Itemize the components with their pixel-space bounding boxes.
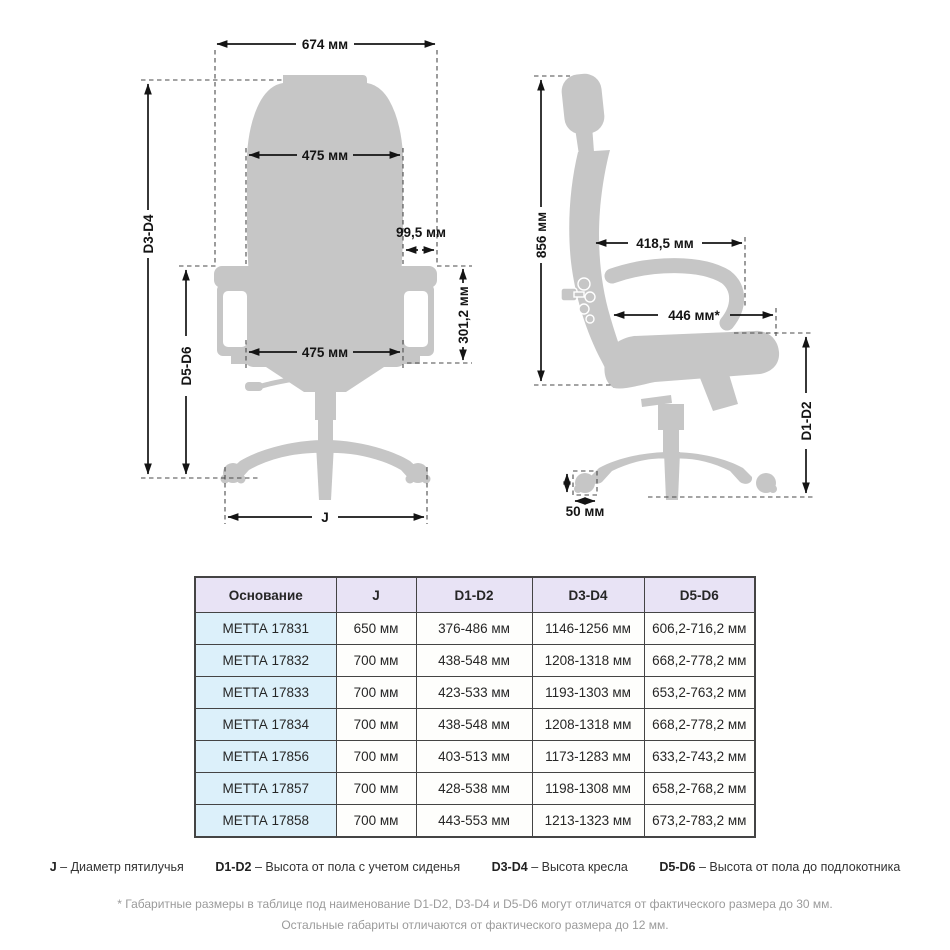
legend-item-d3-d4 bbox=[492, 860, 628, 874]
base-arm-side-right bbox=[671, 452, 752, 484]
gas-lift-side-upper bbox=[658, 404, 684, 430]
dimension-value-cell: 700 мм bbox=[336, 645, 416, 677]
dimension-value-cell: 1213-1323 мм bbox=[532, 805, 644, 838]
model-name-cell: МЕТТА 17832 bbox=[195, 645, 336, 677]
column-header-d5-d6: D5-D6 bbox=[644, 577, 755, 613]
dim-label-overall-width: 674 мм bbox=[301, 37, 349, 52]
legend-item-d1-d2 bbox=[215, 860, 460, 874]
dim-label-armrest-zone-height: 301,2 мм bbox=[456, 286, 471, 344]
dim-label-backrest-offset: 99,5 мм bbox=[396, 225, 446, 240]
dim-label-seat-depth: 446 мм* bbox=[668, 308, 720, 323]
dimension-value-cell: 606,2-716,2 мм bbox=[644, 613, 755, 645]
footnote-line1: * Габаритные размеры в таблице под наименование D1-D2, D3-D4 и D5-D6 могут отличатся от фактического размера до 30 мм. bbox=[117, 897, 833, 911]
column-header-j: J bbox=[336, 577, 416, 613]
legend-desc: – Высота от пола с учетом сиденья bbox=[254, 860, 461, 874]
caster-side-front-wheel bbox=[574, 485, 582, 493]
dimension-value-cell: 668,2-778,2 мм bbox=[644, 709, 755, 741]
legend-item-j bbox=[50, 860, 184, 874]
legend bbox=[0, 860, 950, 874]
dimension-value-cell: 403-513 мм bbox=[416, 741, 532, 773]
dimension-value-cell: 650 мм bbox=[336, 613, 416, 645]
caster-side-rear-wheel bbox=[769, 485, 777, 493]
dimension-value-cell: 653,2-763,2 мм bbox=[644, 677, 755, 709]
dimension-value-cell: 673,2-783,2 мм bbox=[644, 805, 755, 838]
dimension-value-cell: 633,2-743,2 мм bbox=[644, 741, 755, 773]
dimension-value-cell: 668,2-778,2 мм bbox=[644, 645, 755, 677]
seat-mechanism-wedge bbox=[700, 371, 738, 411]
dimension-value-cell: 658,2-768,2 мм bbox=[644, 773, 755, 805]
dim-label-floor-to-armrest: D5-D6 bbox=[179, 346, 194, 386]
table-row bbox=[195, 773, 755, 805]
legend-term: D1-D2 bbox=[215, 860, 252, 874]
dimension-value-cell: 1173-1283 мм bbox=[532, 741, 644, 773]
legend-term: D5-D6 bbox=[659, 860, 696, 874]
legend-desc: – Диаметр пятилучья bbox=[60, 860, 184, 874]
dimension-value-cell: 1208-1318 мм bbox=[532, 709, 644, 741]
adjustment-mechanism bbox=[561, 278, 595, 323]
gas-lift-side-lower bbox=[663, 428, 679, 454]
legend-term: J bbox=[49, 860, 57, 874]
dim-label-chair-height: D3-D4 bbox=[141, 214, 156, 254]
lever-paddle bbox=[245, 382, 263, 391]
model-name-cell: МЕТТА 17834 bbox=[195, 709, 336, 741]
dimension-value-cell: 700 мм bbox=[336, 677, 416, 709]
gas-lift-upper bbox=[315, 390, 336, 420]
model-name-cell: МЕТТА 17831 bbox=[195, 613, 336, 645]
footnote-line2: Остальные габариты отличаются от фактического размера до 12 мм. bbox=[281, 918, 669, 932]
model-name-cell: МЕТТА 17833 bbox=[195, 677, 336, 709]
dimension-value-cell: 438-548 мм bbox=[416, 645, 532, 677]
dimension-value-cell: 700 мм bbox=[336, 741, 416, 773]
table-row bbox=[195, 741, 755, 773]
armrest-right-window bbox=[404, 291, 428, 347]
table-row bbox=[195, 709, 755, 741]
legend-term: D3-D4 bbox=[491, 860, 528, 874]
dim-label-caster-size: 50 мм bbox=[565, 504, 605, 519]
column-header-d1-d2: D1-D2 bbox=[416, 577, 532, 613]
dimension-value-cell: 1198-1308 мм bbox=[532, 773, 644, 805]
dimension-value-cell: 700 мм bbox=[336, 773, 416, 805]
side-view bbox=[534, 72, 814, 519]
spec-table-body bbox=[195, 613, 755, 838]
table-row bbox=[195, 613, 755, 645]
legend-item-d5-d6 bbox=[659, 860, 900, 874]
table-row bbox=[195, 677, 755, 709]
model-name-cell: МЕТТА 17858 bbox=[195, 805, 336, 838]
table-row bbox=[195, 645, 755, 677]
chair-side-silhouette bbox=[560, 72, 779, 500]
footnote bbox=[0, 894, 950, 936]
model-name-cell: МЕТТА 17856 bbox=[195, 741, 336, 773]
dim-label-armrest-depth: 418,5 мм bbox=[636, 236, 694, 251]
dimension-value-cell: 428-538 мм bbox=[416, 773, 532, 805]
dimension-value-cell: 443-553 мм bbox=[416, 805, 532, 838]
dimension-value-cell: 423-533 мм bbox=[416, 677, 532, 709]
chair-front-silhouette bbox=[214, 75, 437, 500]
column-header-base: Основание bbox=[195, 577, 336, 613]
front-view bbox=[141, 37, 472, 525]
legend-desc: – Высота кресла bbox=[531, 860, 628, 874]
dimension-value-cell: 376-486 мм bbox=[416, 613, 532, 645]
table-header bbox=[195, 577, 755, 613]
caster-left-wheel bbox=[237, 475, 246, 484]
dim-label-backrest-width: 475 мм bbox=[301, 148, 349, 163]
dimension-value-cell: 1208-1318 мм bbox=[532, 645, 644, 677]
dimension-value-cell: 700 мм bbox=[336, 805, 416, 838]
seat-side bbox=[604, 331, 779, 389]
legend-desc: – Высота от пола до подлокотника bbox=[698, 860, 901, 874]
dimension-value-cell: 700 мм bbox=[336, 709, 416, 741]
column-header-d3-d4: D3-D4 bbox=[532, 577, 644, 613]
dimension-value-cell: 1146-1256 мм bbox=[532, 613, 644, 645]
base-arm-side-left bbox=[590, 452, 671, 484]
backrest-front bbox=[247, 75, 403, 363]
base-leg-side bbox=[664, 452, 680, 500]
base-leg-center bbox=[316, 444, 334, 500]
table-header-row bbox=[195, 577, 755, 613]
dim-label-base-diameter: J bbox=[321, 510, 329, 525]
dimensions-table bbox=[194, 576, 756, 838]
headrest-side bbox=[560, 72, 606, 136]
model-name-cell: МЕТТА 17857 bbox=[195, 773, 336, 805]
table-row bbox=[195, 805, 755, 838]
dim-label-floor-to-seat: D1-D2 bbox=[799, 401, 814, 441]
dim-floor-to-armrest bbox=[179, 266, 216, 474]
dimension-value-cell: 438-548 мм bbox=[416, 709, 532, 741]
caster-right-wheel bbox=[422, 475, 431, 484]
headrest-stem bbox=[575, 125, 594, 155]
caster-right-wheel bbox=[406, 475, 415, 484]
armrest-left-window bbox=[223, 291, 247, 347]
dimension-value-cell: 1193-1303 мм bbox=[532, 677, 644, 709]
dim-label-seat-width: 475 мм bbox=[301, 345, 349, 360]
dim-label-backrest-height: 856 мм bbox=[534, 211, 549, 259]
